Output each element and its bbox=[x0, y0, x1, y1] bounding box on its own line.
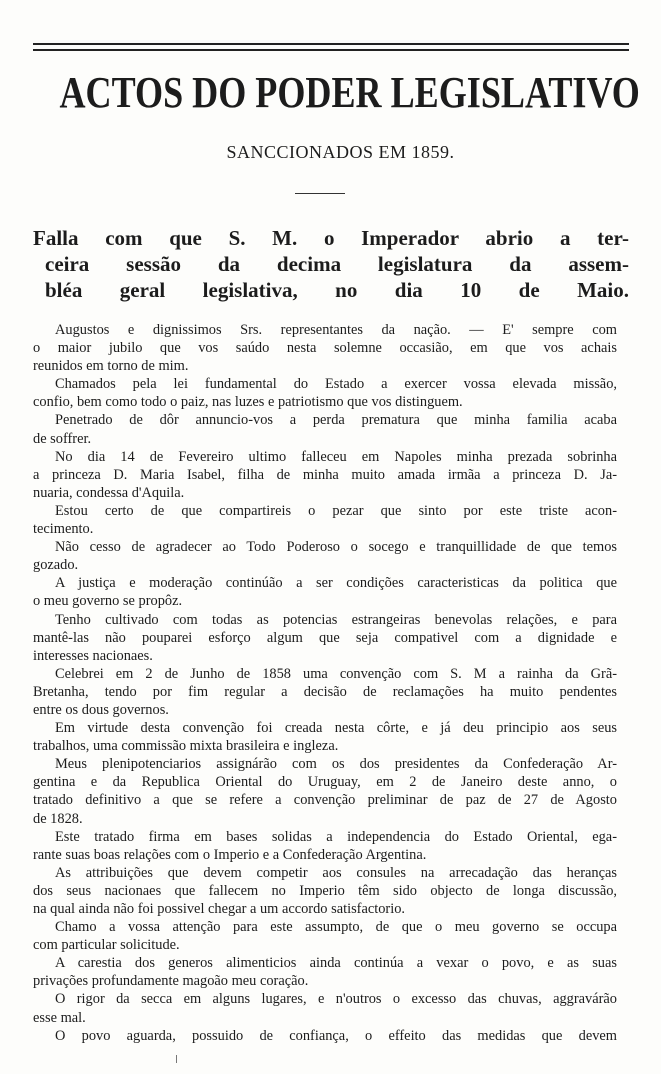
body-line: O rigor da secca em alguns lugares, e n'outros o excesso das chuvas, aggravárão bbox=[55, 991, 617, 1008]
body-line: tratado definitivo a que se refere a convenção preliminar de paz de 27 de Agosto bbox=[33, 792, 617, 809]
body-line: Chamo a vossa attenção para este assumpto, de que o meu governo se occupa bbox=[55, 919, 617, 936]
heading-line: ceira sessão da decima legislatura da assem- bbox=[45, 252, 629, 276]
body-line: de 1828. bbox=[33, 810, 83, 827]
body-line: gentina e da Republica Oriental do Uruguay, em 2 de Janeiro deste anno, o bbox=[33, 774, 617, 791]
body-line: dos seus nacionaes que fallecem no Imperio têm sido objecto de longa discussão, bbox=[33, 882, 617, 899]
body-line: rante suas boas relações com o Imperio e a Confederação Argentina. bbox=[33, 846, 427, 863]
body-line: nuaria, condessa d'Aquila. bbox=[33, 484, 185, 501]
body-line: Em virtude desta convenção foi creada nesta côrte, e já deu principio aos seus bbox=[55, 720, 617, 737]
body-line: O povo aguarda, possuido de confiança, o effeito das medidas que devem bbox=[55, 1027, 617, 1044]
body-line: Augustos e dignissimos Srs. representantes da nação. — E' sempre com bbox=[55, 322, 617, 338]
document-title: ACTOS DO PODER LEGISLATIVO bbox=[59, 68, 640, 117]
speech-heading bbox=[33, 225, 629, 303]
body-line: tecimento. bbox=[33, 521, 94, 538]
body-line: na qual ainda não foi possivel chegar a um accordo satisfactorio. bbox=[33, 901, 406, 917]
top-rule-thick bbox=[33, 43, 629, 45]
body-line: mantê-las não pouparei esforço algum que seja compativel com a dignidade e bbox=[33, 629, 617, 646]
document-subtitle: SANCCIONADOS EM 1859. bbox=[226, 142, 455, 162]
body-line: Não cesso de agradecer ao Todo Poderoso o socego e tranquillidade de que temos bbox=[55, 539, 617, 556]
body-line: reunidos em torno de mim. bbox=[33, 358, 189, 375]
body-line: de soffrer. bbox=[33, 430, 92, 447]
body-line: gozado. bbox=[33, 557, 79, 574]
body-line: Este tratado firma em bases solidas a independencia do Estado Oriental, ega- bbox=[55, 828, 617, 845]
body-line: A justiça e moderação continúão a ser condições caracteristicas da politica que bbox=[55, 575, 617, 592]
body-line: privações profundamente magoão meu coração. bbox=[33, 973, 309, 990]
body-line: esse mal. bbox=[33, 1009, 86, 1026]
body-line: Tenho cultivado com todas as potencias estrangeiras benevolas relações, e para bbox=[55, 611, 617, 628]
body-line: A carestia dos generos alimenticios ainda continúa a vexar o povo, e as suas bbox=[55, 955, 617, 972]
speech-body bbox=[33, 321, 617, 1045]
print-speck bbox=[176, 1055, 177, 1063]
body-line: com particular solicitude. bbox=[33, 937, 180, 954]
body-line: a princeza D. Maria Isabel, filha de minha muito amada irmãa a princeza D. Ja- bbox=[33, 466, 617, 483]
top-rule-thin bbox=[33, 49, 629, 51]
body-line: Meus plenipotenciarios assignárão com os dos presidentes da Confederação Ar- bbox=[55, 756, 617, 773]
body-line: Celebrei em 2 de Junho de 1858 uma convenção com S. M a rainha da Grã- bbox=[55, 665, 617, 682]
body-line: trabalhos, uma commissão mixta brasileira e ingleza. bbox=[33, 738, 339, 755]
body-line: o maior jubilo que vos saúdo nesta solemne occasião, em que vos achais bbox=[33, 340, 617, 357]
body-line: confio, bem como todo o paiz, nas luzes e patriotismo que vos distinguem. bbox=[33, 394, 463, 411]
heading-line: Falla com que S. M. o Imperador abrio a ter- bbox=[33, 226, 629, 250]
body-line: entre os dous governos. bbox=[33, 701, 169, 718]
heading-line: bléa geral legislativa, no dia 10 de Maio. bbox=[45, 278, 629, 302]
body-line: As attribuições que devem competir aos consules na arrecadação das heranças bbox=[55, 864, 617, 881]
body-line: Estou certo de que compartireis o pezar que sinto por este triste acon- bbox=[55, 502, 617, 519]
section-divider bbox=[295, 193, 345, 194]
body-line: Bretanha, tendo por fim regular a decisão de reclamações ha muito pendentes bbox=[33, 683, 617, 700]
body-line: Chamados pela lei fundamental do Estado a exercer vossa elevada missão, bbox=[55, 376, 617, 393]
body-line: interesses nacionaes. bbox=[33, 647, 153, 664]
body-line: o meu governo se propôz. bbox=[33, 593, 183, 610]
body-line: Penetrado de dôr annuncio-vos a perda prematura que minha familia acaba bbox=[55, 412, 617, 429]
body-line: No dia 14 de Fevereiro ultimo falleceu em Napoles minha prezada sobrinha bbox=[55, 448, 617, 465]
